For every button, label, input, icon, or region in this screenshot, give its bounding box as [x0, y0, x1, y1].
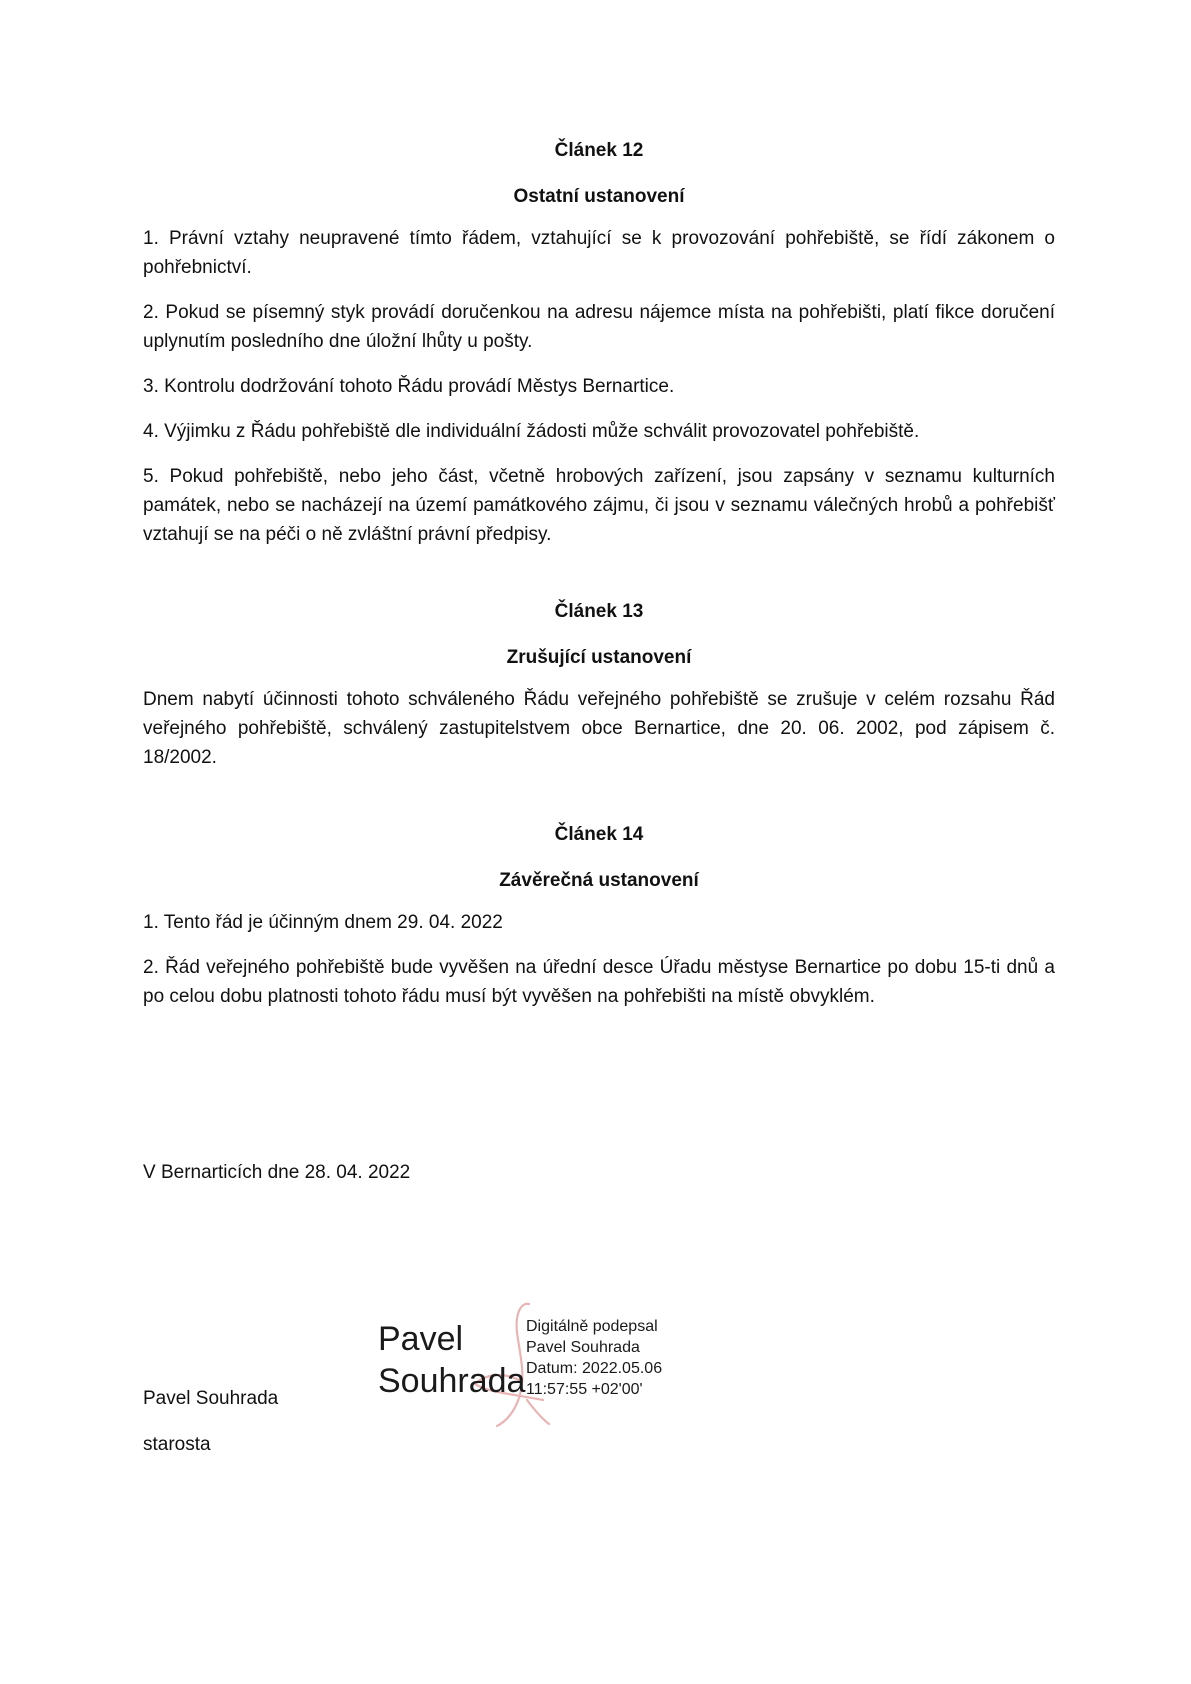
article-number: Článek 12 [554, 140, 644, 161]
signature-name [378, 1318, 525, 1402]
article-14 [143, 822, 1055, 1011]
paragraph: 1. Tento řád je účinným dnem 29. 04. 2022 [143, 912, 503, 933]
signature-detail-line: Pavel Souhrada [526, 1339, 640, 1356]
signer-role: starosta [143, 1434, 211, 1455]
paragraph: 2. Pokud se písemný styk provádí doručenkou na adresu nájemce místa na pohřebišti, platí fikce doručení uplynutím posledního dne úložní lhůty u pošty. [143, 302, 1055, 352]
signer-name: Pavel Souhrada [143, 1388, 279, 1409]
place-and-date: V Bernarticích dne 28. 04. 2022 [143, 1162, 411, 1183]
paragraph: 5. Pokud pohřebiště, nebo jeho část, včetně hrobových zařízení, jsou zapsány v seznamu kulturních památek, nebo se nacházejí na území památkového zájmu, či jsou v seznamu válečných hrobů a pohřebišť vztahují se na péči o ně zvláštní právní předpisy. [143, 466, 1055, 545]
article-12 [143, 138, 1055, 549]
article-title: Zrušující ustanovení [506, 647, 692, 668]
article-13 [143, 599, 1055, 772]
paragraph: Dnem nabytí účinnosti tohoto schváleného Řádu veřejného pohřebiště se zrušuje v celém rozsahu Řád veřejného pohřebiště, schválený zastupitelstvem obce Bernartice, dne 20. 06. 2002, pod zápisem č. 18/2002. [143, 689, 1055, 768]
article-number: Článek 13 [554, 601, 644, 622]
article-title: Ostatní ustanovení [513, 186, 685, 207]
document-body [143, 138, 1055, 1027]
paragraph: 1. Právní vztahy neupravené tímto řádem, vztahující se k provozování pohřebiště, se řídí zákonem o pohřebnictví. [143, 228, 1055, 278]
article-title: Závěrečná ustanovení [499, 870, 699, 891]
article-number: Článek 14 [554, 824, 644, 845]
signature-detail-line: 11:57:55 +02'00' [526, 1381, 643, 1398]
digital-signature-block [378, 1300, 708, 1430]
paragraph: 2. Řád veřejného pohřebiště bude vyvěšen na úřední desce Úřadu městyse Bernartice po dobu 15-ti dnů a po celou dobu platnosti tohoto řádu musí být vyvěšen na pohřebišti na místě obvyklém. [143, 957, 1055, 1007]
signature-detail-line: Digitálně podepsal [526, 1318, 658, 1335]
signature-last-name: Souhrada [378, 1362, 526, 1400]
paragraph: 4. Výjimku z Řádu pohřebiště dle individuální žádosti může schválit provozovatel pohřebiště. [143, 421, 920, 442]
paragraph: 3. Kontrolu dodržování tohoto Řádu provádí Městys Bernartice. [143, 376, 675, 397]
signature-details [526, 1316, 662, 1400]
signature-first-name: Pavel [378, 1320, 464, 1358]
signature-detail-line: Datum: 2022.05.06 [526, 1360, 663, 1377]
